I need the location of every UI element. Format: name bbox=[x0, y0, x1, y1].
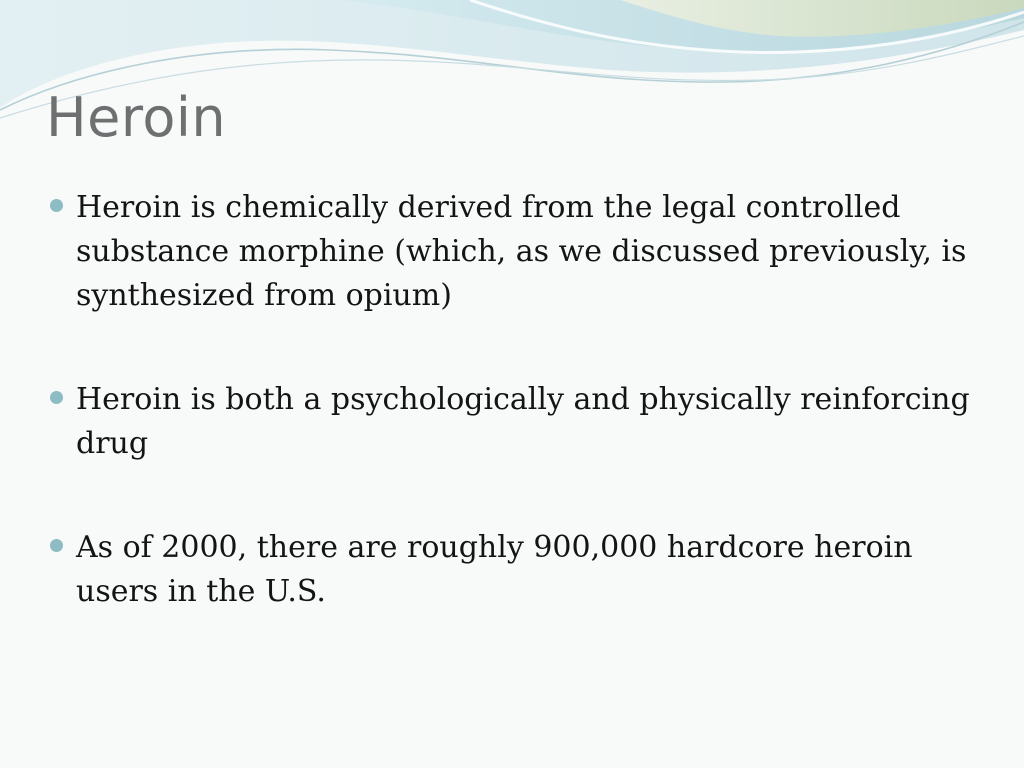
bullet-text: Heroin is both a psychologically and physically reinforcing drug bbox=[76, 382, 970, 461]
slide-title: Heroin bbox=[46, 86, 227, 149]
bullet-text: As of 2000, there are roughly 900,000 hardcore heroin users in the U.S. bbox=[76, 530, 913, 609]
bullet-text: Heroin is chemically derived from the legal controlled substance morphine (which, as we discussed previously, is synthesized from opium) bbox=[76, 190, 967, 313]
bullet-icon bbox=[50, 199, 63, 212]
bullet-item bbox=[48, 378, 988, 466]
bullet-item bbox=[48, 526, 988, 614]
bullet-icon bbox=[50, 539, 63, 552]
bullet-icon bbox=[50, 391, 63, 404]
bullet-item bbox=[48, 186, 988, 318]
bullet-list bbox=[48, 186, 988, 614]
